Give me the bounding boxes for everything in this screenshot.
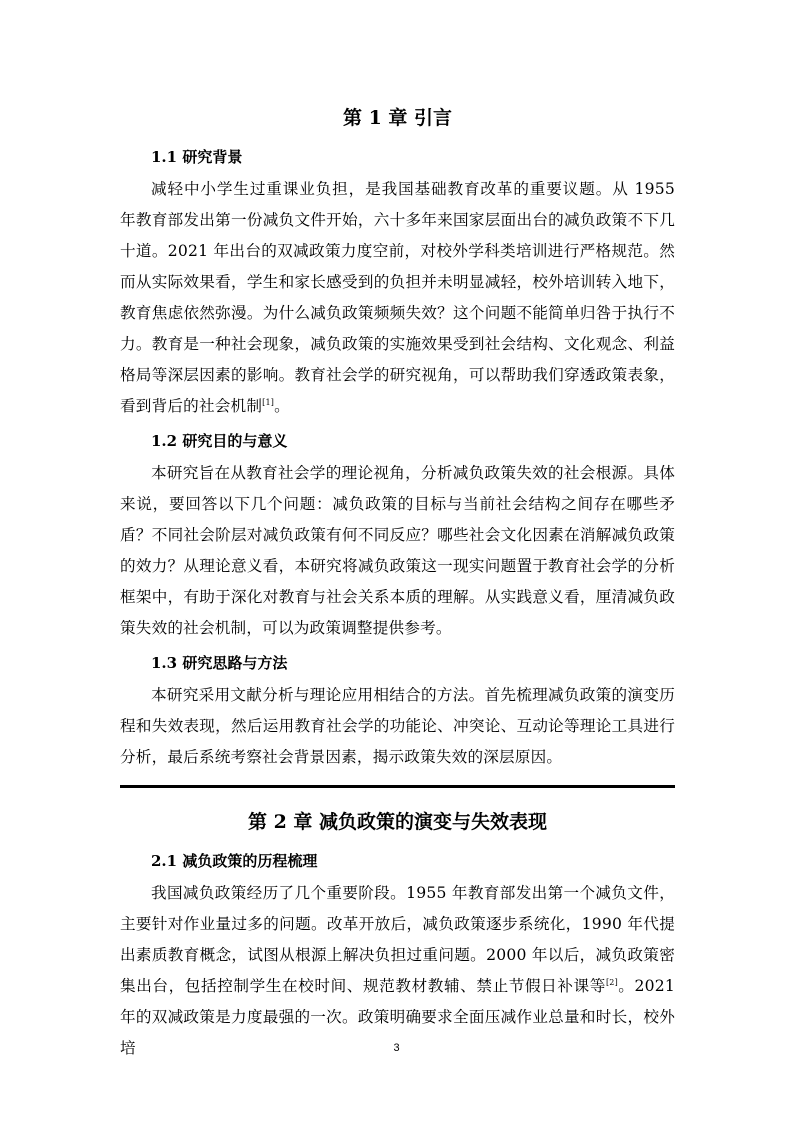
section-2-1-paragraph: [120, 878, 675, 1064]
section-1-2-title: 1.2 研究目的与意义: [151, 432, 288, 450]
page-content: [120, 98, 675, 1064]
section-1-3-title: 1.3 研究思路与方法: [151, 654, 288, 672]
section-2-1-title: 2.1 减负政策的历程梳理: [151, 852, 318, 870]
section-1-3-paragraph: 本研究采用文献分析与理论应用相结合的方法。首先梳理减负政策的演变历程和失效表现，然后运用教育社会学的功能论、冲突论、互动论等理论工具进行分析，最后系统考察社会背景因素，揭示政策失效的深层原因。: [120, 686, 675, 766]
section-1-2-paragraph: 本研究旨在从教育社会学的理论视角，分析减负政策失效的社会根源。具体来说，要回答以下几个问题：减负政策的目标与当前社会结构之间存在哪些矛盾？不同社会阶层对减负政策有何不同反应？哪些社会文化因素在消解减负政策的效力？从理论意义看，本研究将减负政策这一现实问题置于教育社会学的分析框架中，有助于深化对教育与社会关系本质的理解。从实践意义看，厘清减负政策失效的社会机制，可以为政策调整提供参考。: [120, 464, 675, 637]
section-1-1-paragraph: [120, 174, 675, 422]
section-1-1-tail: 。: [274, 397, 290, 415]
chapter-divider: [120, 785, 675, 788]
section-2-1-text: 我国减负政策经历了几个重要阶段。1955 年教育部发出第一个减负文件，主要针对作业量过多的问题。改革开放后，减负政策逐步系统化，1990 年代提出素质教育概念，试图从根源上解决负担过重问题。2000 年以后，减负政策密集出台，包括控制学生在校时间、规范教材教辅、禁止节假日补课等: [120, 884, 675, 995]
citation-1[interactable]: [1]: [262, 397, 275, 407]
section-1-1-text: 减轻中小学生过重课业负担，是我国基础教育改革的重要议题。从 1955 年教育部发出第一份减负文件开始，六十多年来国家层面出台的减负政策不下几十道。2021 年出台的双减政策力度空前，对校外学科类培训进行严格规范。然而从实际效果看，学生和家长感受到的负担并未明显减轻，校外培训转入地下，教育焦虑依然弥漫。为什么减负政策频频失效？这个问题不能简单归咎于执行不力。教育是一种社会现象，减负政策的实施效果受到社会结构、文化观念、利益格局等深层因素的影响。教育社会学的研究视角，可以帮助我们穿透政策表象，看到背后的社会机制: [120, 180, 675, 415]
chapter-2-title: 第 2 章 减负政策的演变与失效表现: [247, 811, 548, 833]
page-number: 3: [393, 1042, 400, 1054]
citation-2[interactable]: [2]: [605, 977, 618, 987]
chapter-1-title: 第 1 章 引言: [342, 107, 453, 129]
section-2-1-tail: 。2021 年的双减政策是力度最强的一次。政策明确要求全面压减作业总量和时长，校外培: [120, 977, 675, 1057]
section-1-1-title: 1.1 研究背景: [151, 148, 243, 166]
